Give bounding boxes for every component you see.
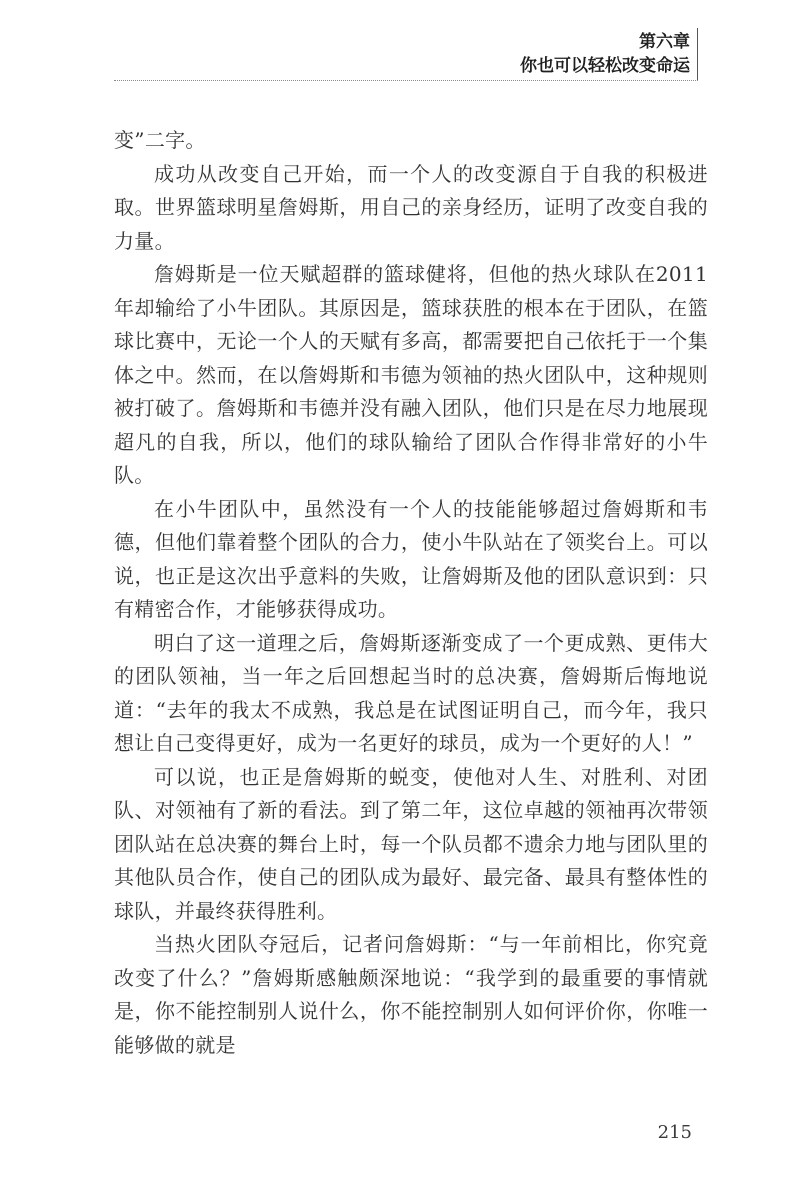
running-header bbox=[520, 30, 690, 78]
page-number: 215 bbox=[657, 1122, 692, 1143]
paragraph: 成功从改变自己开始，而一个人的改变源自于自我的积极进取。世界篮球明星詹姆斯，用自己的亲身经历，证明了改变自我的力量。 bbox=[114, 161, 708, 253]
chapter-label: 第六章 bbox=[639, 32, 690, 52]
chapter-title: 你也可以轻松改变命运 bbox=[520, 56, 690, 76]
header-divider bbox=[114, 80, 698, 81]
header-vertical-rule bbox=[697, 28, 698, 80]
body-text bbox=[114, 124, 708, 1062]
paragraph-continuation: 变”二字。 bbox=[114, 128, 206, 152]
paragraph: 在小牛团队中，虽然没有一个人的技能能够超过詹姆斯和韦德，但他们靠着整个团队的合力，使小牛队站在了领奖台上。可以说，也正是这次出乎意料的失败，让詹姆斯及他的团队意识到：只有精密合作，才能够获得成功。 bbox=[114, 496, 708, 621]
paragraph: 当热火团队夺冠后，记者问詹姆斯：“与一年前相比，你究竟改变了什么？”詹姆斯感触颇深地说：“我学到的最重要的事情就是，你不能控制别人说什么，你不能控制别人如何评价你，你唯一能够做的就是 bbox=[114, 932, 708, 1057]
paragraph: 明白了这一道理之后，詹姆斯逐渐变成了一个更成熟、更伟大的团队领袖，当一年之后回想起当时的总决赛，詹姆斯后悔地说道：“去年的我太不成熟，我总是在试图证明自己，而今年，我只想让自己变得更好，成为一名更好的球员，成为一个更好的人！” bbox=[114, 630, 708, 755]
paragraph: 可以说，也正是詹姆斯的蜕变，使他对人生、对胜利、对团队、对领袖有了新的看法。到了第二年，这位卓越的领袖再次带领团队站在总决赛的舞台上时，每一个队员都不遗余力地与团队里的其他队员合作，使自己的团队成为最好、最完备、最具有整体性的球队，并最终获得胜利。 bbox=[114, 764, 708, 923]
paragraph: 詹姆斯是一位天赋超群的篮球健将，但他的热火球队在2011年却输给了小牛团队。其原因是，篮球获胜的根本在于团队，在篮球比赛中，无论一个人的天赋有多高，都需要把自己依托于一个集体之中。然而，在以詹姆斯和韦德为领袖的热火团队中，这种规则被打破了。詹姆斯和韦德并没有融入团队，他们只是在尽力地展现超凡的自我，所以，他们的球队输给了团队合作得非常好的小牛队。 bbox=[114, 262, 708, 487]
